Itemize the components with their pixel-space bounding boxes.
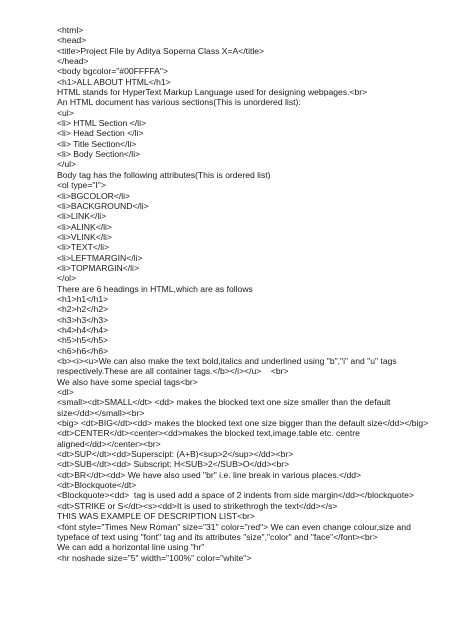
code-line: <font style="Times New Roman" size="31" color="red"> We can even change colour,size and xyxy=(57,521,411,532)
code-line: <li>TEXT</li> xyxy=(57,242,110,253)
code-line: aligned</dd></center><br> xyxy=(57,438,161,449)
code-line: <li>BGCOLOR</li> xyxy=(57,190,131,201)
code-line: size</dd></small><br> xyxy=(57,407,145,418)
code-line: respectively.These are all container tags.</b></i></u> <br> xyxy=(57,366,289,377)
code-line: <h1>ALL ABOUT HTML</h1> xyxy=(57,76,171,87)
code-line: There are 6 headings in HTML,which are as follows xyxy=(57,283,253,294)
code-line: THIS WAS EXAMPLE OF DESCRIPTION LIST<br> xyxy=(57,511,255,522)
code-line: <Blockquote><dd> tag is used add a space of 2 indents from side margin</dd></blockquote> xyxy=(57,490,414,501)
code-line: <b><i><u>We can also make the text bold,italics and underlined using "b","i" and "u" tags xyxy=(57,356,397,366)
code-line: <head> xyxy=(57,35,87,46)
code-line: <li>LINK</li> xyxy=(57,211,107,222)
code-line: </head> xyxy=(57,56,89,67)
code-line: We also have some special tags<br> xyxy=(57,376,198,387)
code-line: <li> Body Section</li> xyxy=(57,149,141,160)
code-line: <ul> xyxy=(57,107,74,118)
code-line: <dt>CENTER</dt><center><dd>makes the blocked text,image.table etc. centre xyxy=(57,428,360,439)
code-line: <h6>h6</h6> xyxy=(57,345,109,356)
code-line: HTML stands for HyperText Markup Language used for designing webpages.<br> xyxy=(57,87,368,98)
code-line: We can add a horizontal line using "hr" xyxy=(57,542,205,553)
code-line: <h1>h1</h1> xyxy=(57,293,109,304)
code-line: <li> Title Section</li> xyxy=(57,138,137,149)
code-line: <dt>Blockquote</dt> xyxy=(57,480,137,491)
code-line: <small><dt>SMALL</dt> <dd> makes the blocked text one size smaller than the default xyxy=(57,397,391,408)
code-line: <h3>h3</h3> xyxy=(57,314,109,325)
code-line: <li>ALINK</li> xyxy=(57,221,112,232)
code-line: <html> xyxy=(57,25,84,35)
code-line: <title>Project File by Aditya Soperna Class X=A</title> xyxy=(57,45,265,56)
code-line: An HTML document has various sections(This is unordered list): xyxy=(57,97,301,108)
code-line: <li>LEFTMARGIN</li> xyxy=(57,252,143,263)
code-line: <body bgcolor="#00FFFFA"> xyxy=(57,66,168,77)
code-line: <hr noshade size="5" width="100%" color="white"> xyxy=(57,552,252,563)
code-line: <ol type="I"> xyxy=(57,180,106,191)
code-line: <h2>h2</h2> xyxy=(57,304,109,315)
code-line: <dt>BR</dt><dd> We have also used "br" i.e. line break in various places.</dd> xyxy=(57,469,362,480)
code-line: </ol> xyxy=(57,273,77,284)
code-line: Body tag has the following attributes(This is ordered list) xyxy=(57,169,271,180)
code-line: <dl> xyxy=(57,387,74,398)
code-line: <dt>SUP</dt><dd>Superscipt: (A+B)<sup>2</sup></dd><br> xyxy=(57,449,294,460)
code-line: <li> Head Section </li> xyxy=(57,128,144,139)
code-line: </ul> xyxy=(57,159,77,170)
code-line: <dt>SUB</dt><dd> Subscript: H<SUB>2</SUB>O</dd><br> xyxy=(57,459,290,470)
code-line: <h5>h5</h5> xyxy=(57,335,109,346)
code-line: <li>BACKGROUND</li> xyxy=(57,200,149,211)
code-line: <big> <dt>BIG</dt><dd> makes the blocked text one size bigger than the default size</dd></big> xyxy=(57,418,429,429)
code-line: <dt>STRIKE or S</dt><s><dd>It is used to strikethrogh the text</dd></s> xyxy=(57,500,338,511)
code-line: typeface of text using "font" tag and its attributes "size","color" and "face"</font><br> xyxy=(57,531,378,542)
code-line: <li>TOPMARGIN</li> xyxy=(57,262,139,273)
code-line: <li> HTML Section </li> xyxy=(57,118,147,129)
html-source-listing xyxy=(57,25,467,563)
code-line: <h4>h4</h4> xyxy=(57,324,109,335)
code-line: <li>VLINK</li> xyxy=(57,231,112,242)
